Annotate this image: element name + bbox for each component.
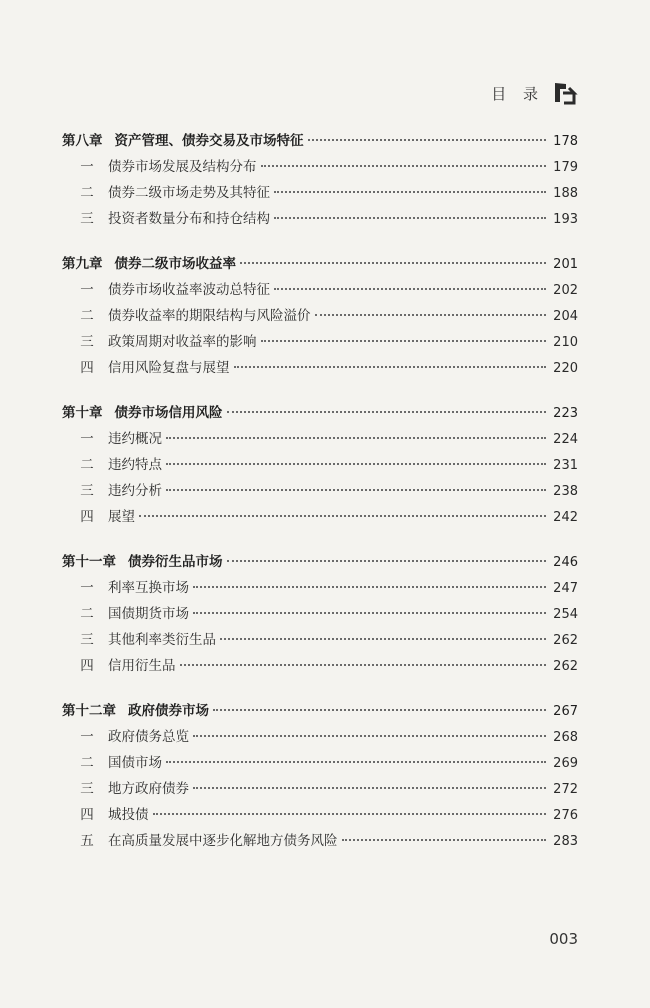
entry-page-number: 262 (553, 659, 578, 674)
dot-leader (193, 786, 546, 789)
entry-page-number: 224 (553, 432, 578, 447)
dot-leader (274, 190, 546, 193)
entry-title: 债券市场信用风险 (114, 405, 223, 421)
dot-leader (166, 436, 546, 439)
dot-leader (240, 261, 546, 264)
entry-number: 三 (80, 781, 94, 797)
entry-page-number: 202 (553, 283, 578, 298)
entry-page-number: 247 (553, 581, 578, 596)
entry-title: 信用衍生品 (108, 658, 176, 674)
section-entry[interactable] (62, 828, 578, 854)
dot-leader (166, 488, 546, 491)
entry-number: 二 (80, 185, 94, 201)
entry-title: 违约分析 (108, 483, 162, 499)
entry-number: 一 (80, 431, 94, 447)
entry-title: 资产管理、债券交易及市场特征 (114, 133, 304, 149)
entry-page-number: 272 (553, 782, 578, 797)
section-entry[interactable] (62, 426, 578, 452)
section-entry[interactable] (62, 154, 578, 180)
entry-page-number: 242 (553, 510, 578, 525)
dot-leader (227, 559, 547, 562)
entry-page-number: 238 (553, 484, 578, 499)
entry-page-number: 267 (553, 704, 578, 719)
running-header (491, 80, 578, 106)
dot-leader (193, 611, 546, 614)
entry-title: 投资者数量分布和持仓结构 (108, 211, 270, 227)
entry-page-number: 210 (553, 335, 578, 350)
entry-number: 四 (80, 509, 94, 525)
dot-leader (166, 462, 546, 465)
entry-page-number: 201 (553, 257, 578, 272)
dot-leader (342, 838, 547, 841)
entry-number: 二 (80, 457, 94, 473)
chapter-block (62, 251, 578, 381)
entry-title: 国债市场 (108, 755, 162, 771)
entry-number: 一 (80, 282, 94, 298)
section-entry[interactable] (62, 627, 578, 653)
entry-title: 政策周期对收益率的影响 (108, 334, 257, 350)
entry-number: 第十章 (62, 405, 103, 421)
chapter-block (62, 128, 578, 232)
entry-number: 第九章 (62, 256, 103, 272)
dot-leader (234, 365, 547, 368)
header-title: 目 录 (491, 84, 544, 103)
corner-arrow-logo-icon (552, 80, 578, 106)
dot-leader (308, 138, 547, 141)
section-entry[interactable] (62, 750, 578, 776)
chapter-entry[interactable] (62, 251, 578, 277)
dot-leader (220, 637, 546, 640)
entry-page-number: 283 (553, 834, 578, 849)
entry-number: 四 (80, 807, 94, 823)
entry-page-number: 204 (553, 309, 578, 324)
entry-number: 三 (80, 483, 94, 499)
entry-title: 政府债券市场 (128, 703, 209, 719)
entry-title: 政府债务总览 (108, 729, 189, 745)
dot-leader (315, 313, 547, 316)
entry-title: 城投债 (108, 807, 149, 823)
entry-page-number: 231 (553, 458, 578, 473)
chapter-entry[interactable] (62, 698, 578, 724)
section-entry[interactable] (62, 724, 578, 750)
entry-number: 第十一章 (62, 554, 116, 570)
dot-leader (153, 812, 547, 815)
entry-number: 二 (80, 606, 94, 622)
entry-page-number: 262 (553, 633, 578, 648)
section-entry[interactable] (62, 303, 578, 329)
entry-number: 三 (80, 211, 94, 227)
section-entry[interactable] (62, 575, 578, 601)
dot-leader (193, 734, 546, 737)
entry-page-number: 223 (553, 406, 578, 421)
chapter-entry[interactable] (62, 400, 578, 426)
entry-page-number: 178 (553, 134, 578, 149)
dot-leader (261, 339, 547, 342)
entry-number: 一 (80, 729, 94, 745)
section-entry[interactable] (62, 355, 578, 381)
entry-number: 三 (80, 632, 94, 648)
chapter-entry[interactable] (62, 128, 578, 154)
chapter-block (62, 549, 578, 679)
entry-title: 利率互换市场 (108, 580, 189, 596)
dot-leader (227, 410, 547, 413)
dot-leader (139, 514, 546, 517)
dot-leader (193, 585, 546, 588)
entry-page-number: 246 (553, 555, 578, 570)
entry-page-number: 254 (553, 607, 578, 622)
section-entry[interactable] (62, 478, 578, 504)
chapter-block (62, 400, 578, 530)
entry-number: 一 (80, 580, 94, 596)
chapter-entry[interactable] (62, 549, 578, 575)
table-of-contents (62, 128, 578, 873)
entry-number: 第十二章 (62, 703, 116, 719)
section-entry[interactable] (62, 601, 578, 627)
entry-title: 债券市场发展及结构分布 (108, 159, 257, 175)
entry-number: 一 (80, 159, 94, 175)
section-entry[interactable] (62, 802, 578, 828)
entry-number: 四 (80, 658, 94, 674)
entry-number: 二 (80, 755, 94, 771)
entry-number: 三 (80, 334, 94, 350)
section-entry[interactable] (62, 776, 578, 802)
entry-page-number: 276 (553, 808, 578, 823)
entry-number: 四 (80, 360, 94, 376)
section-entry[interactable] (62, 180, 578, 206)
entry-page-number: 179 (553, 160, 578, 175)
section-entry[interactable] (62, 452, 578, 478)
entry-title: 国债期货市场 (108, 606, 189, 622)
entry-title: 在高质量发展中逐步化解地方债务风险 (108, 833, 338, 849)
dot-leader (166, 760, 546, 763)
entry-title: 债券二级市场走势及其特征 (108, 185, 270, 201)
section-entry[interactable] (62, 653, 578, 679)
dot-leader (213, 708, 546, 711)
section-entry[interactable] (62, 504, 578, 530)
entry-title: 展望 (108, 509, 135, 525)
entry-page-number: 193 (553, 212, 578, 227)
entry-title: 债券二级市场收益率 (114, 256, 236, 272)
entry-title: 债券市场收益率波动总特征 (108, 282, 270, 298)
entry-title: 其他利率类衍生品 (108, 632, 216, 648)
dot-leader (180, 663, 547, 666)
entry-title: 信用风险复盘与展望 (108, 360, 230, 376)
page-number-folio: 003 (549, 930, 578, 948)
chapter-block (62, 698, 578, 854)
dot-leader (274, 287, 546, 290)
entry-title: 违约概况 (108, 431, 162, 447)
entry-page-number: 269 (553, 756, 578, 771)
entry-page-number: 188 (553, 186, 578, 201)
entry-number: 二 (80, 308, 94, 324)
entry-title: 债券收益率的期限结构与风险溢价 (108, 308, 311, 324)
entry-number: 五 (80, 833, 94, 849)
section-entry[interactable] (62, 206, 578, 232)
dot-leader (261, 164, 547, 167)
entry-title: 债券衍生品市场 (128, 554, 223, 570)
entry-page-number: 268 (553, 730, 578, 745)
section-entry[interactable] (62, 277, 578, 303)
entry-number: 第八章 (62, 133, 103, 149)
dot-leader (274, 216, 546, 219)
entry-page-number: 220 (553, 361, 578, 376)
section-entry[interactable] (62, 329, 578, 355)
entry-title: 违约特点 (108, 457, 162, 473)
entry-title: 地方政府债券 (108, 781, 189, 797)
